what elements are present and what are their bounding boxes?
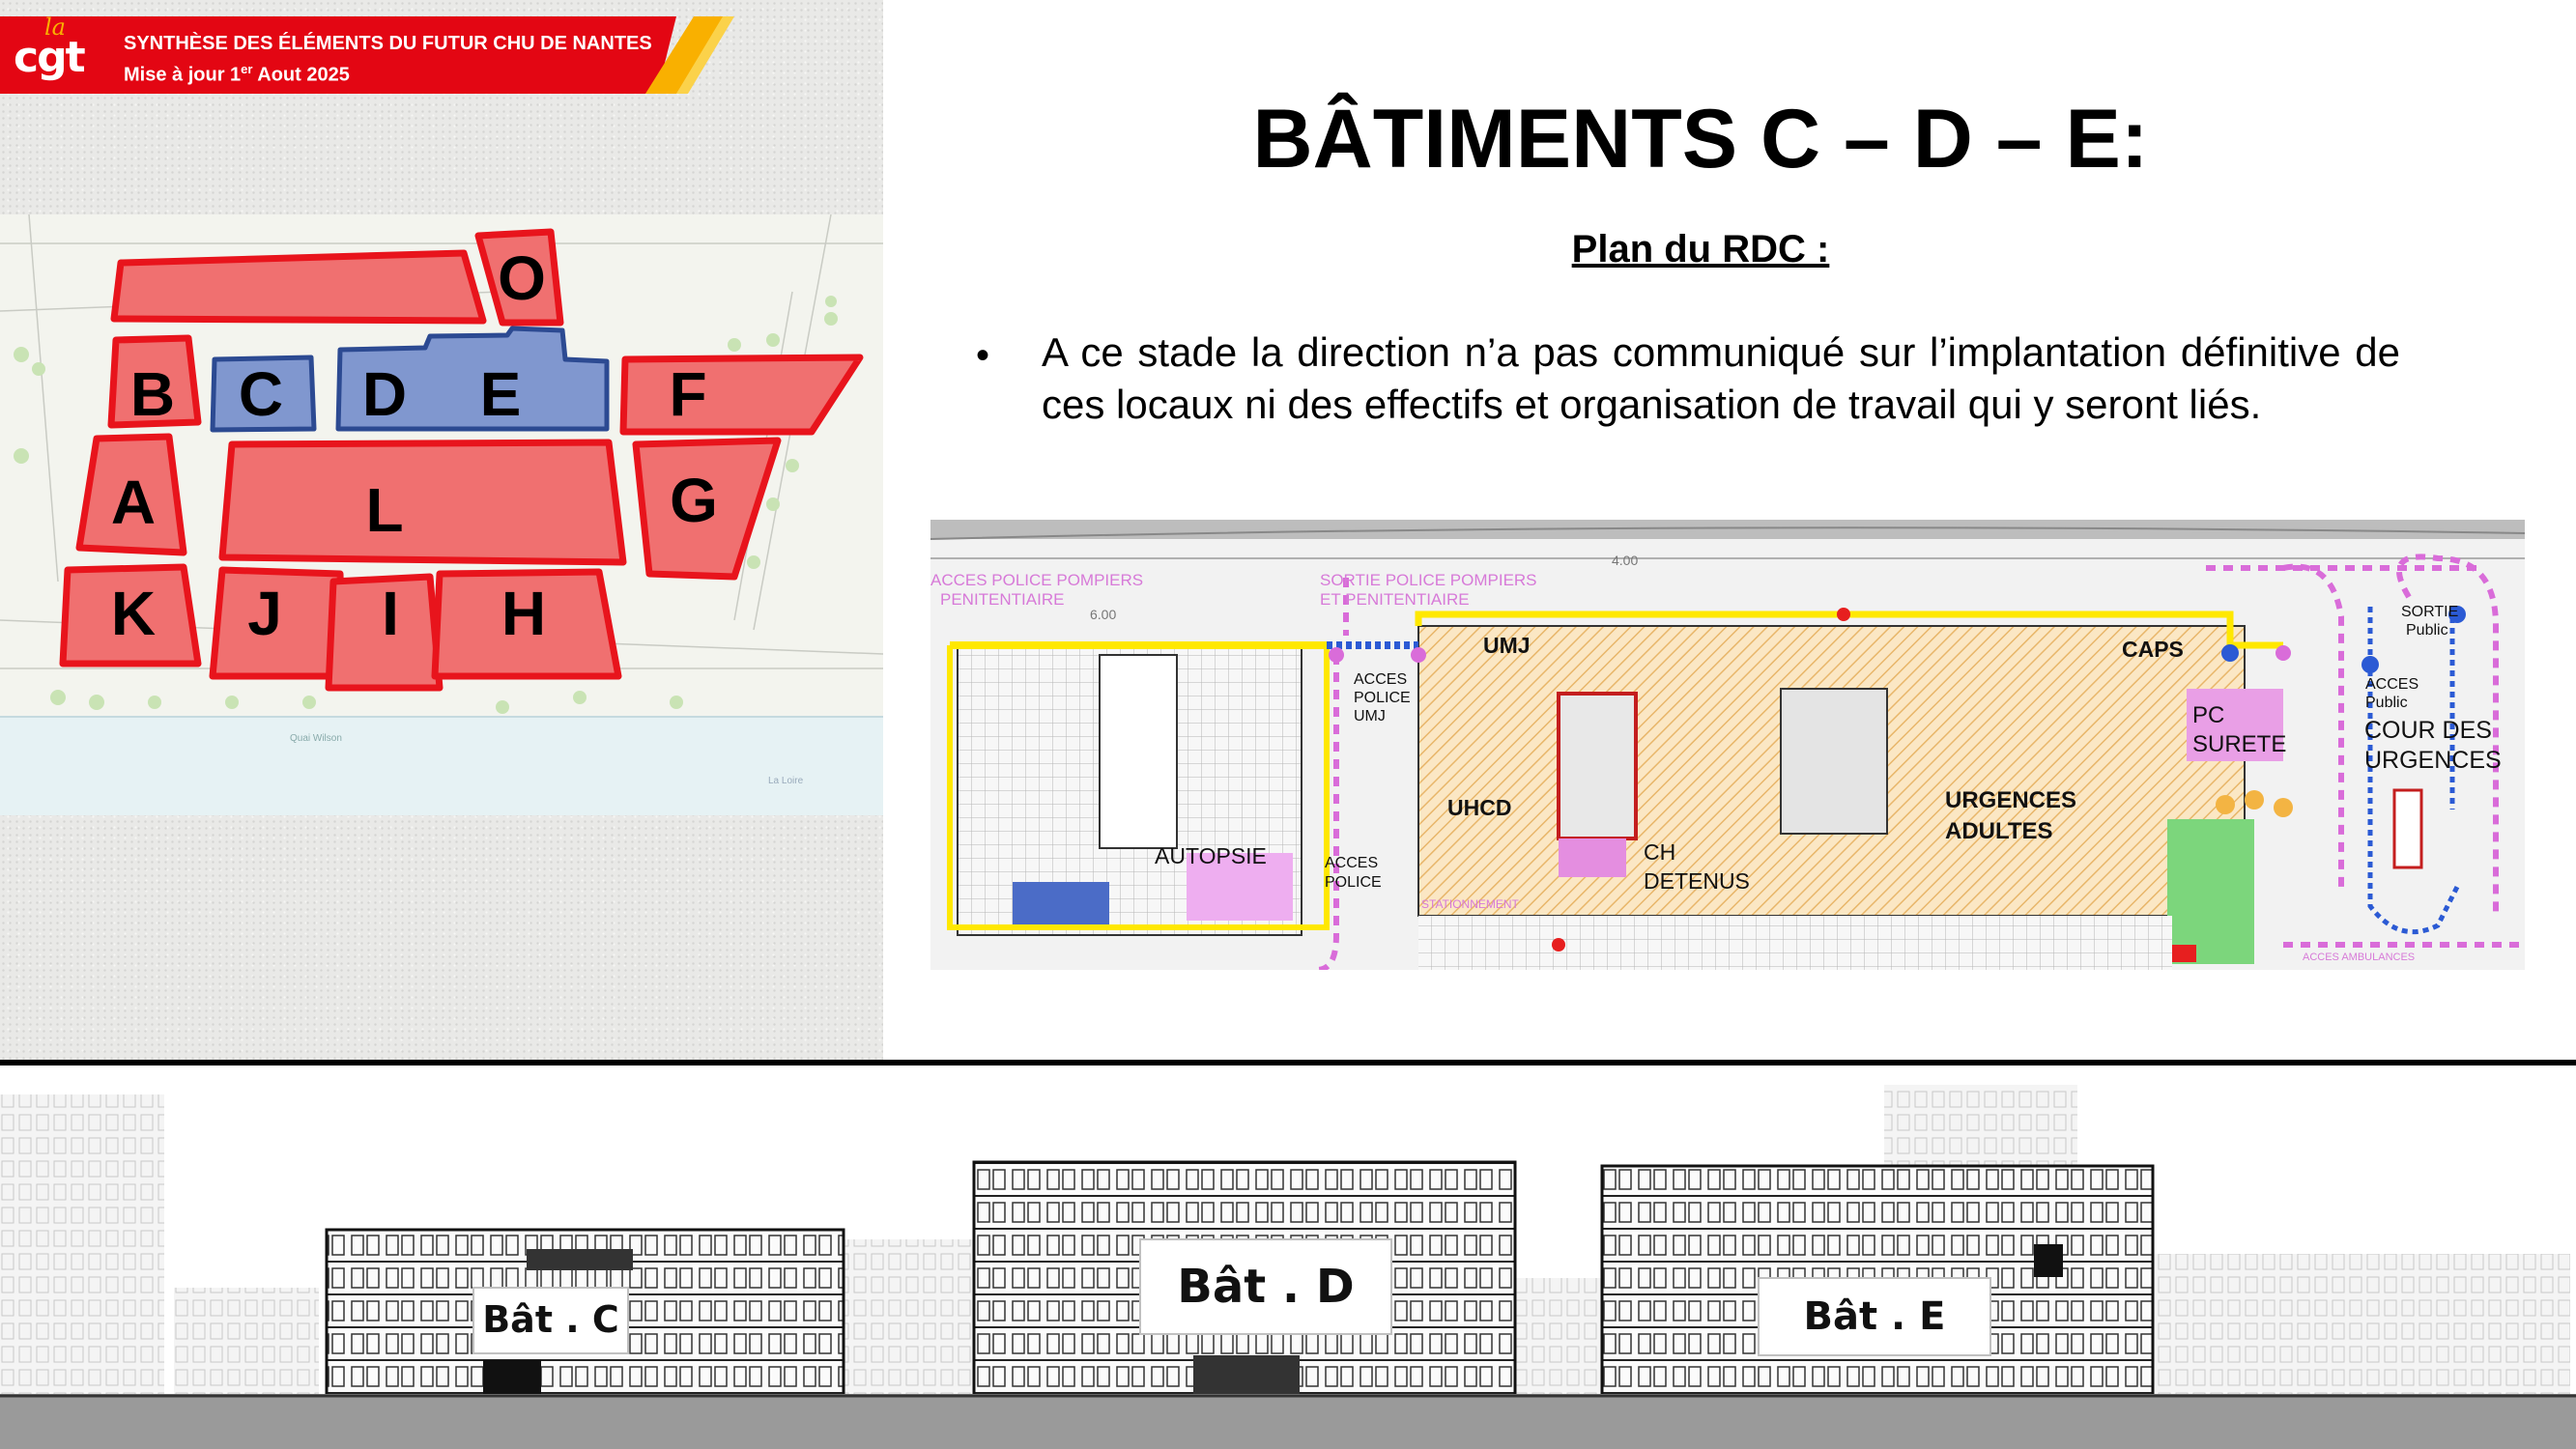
lower-rooms	[1418, 916, 2172, 970]
label-urgences-cour: URGENCES	[2364, 747, 2502, 774]
bullet-point: •	[976, 334, 990, 377]
label-penitentiaire: PENITENTIAIRE	[940, 590, 1065, 609]
label-acces-police-1: ACCES	[1325, 855, 1379, 871]
bat-d-label: Bât . D	[1177, 1260, 1355, 1314]
label-acces-police-umj-2: POLICE	[1354, 690, 1411, 706]
label-acces-police-umj-1: ACCES	[1354, 671, 1408, 688]
cgt-logo	[14, 15, 100, 91]
floor-plan	[930, 520, 2525, 970]
label-G: G	[670, 466, 718, 535]
bat-c-label: Bât . C	[482, 1298, 619, 1341]
label-acces-public: Public	[2365, 695, 2408, 711]
label-C: C	[238, 359, 284, 429]
header-line-2-prefix: Mise à jour 1	[124, 64, 242, 86]
label-umj: UMJ	[1483, 633, 1531, 658]
ch-detenus-block	[1559, 694, 1636, 838]
label-sortie-public: Public	[2406, 622, 2448, 639]
dim-label-2: 6.00	[1090, 607, 1117, 622]
dim-label-1: 4.00	[1612, 553, 1639, 568]
label-surete: SURETE	[2192, 731, 2287, 757]
label-stationnement: STATIONNEMENT	[1421, 897, 1519, 911]
label-detenus: DETENUS	[1644, 868, 1750, 894]
building-L	[222, 442, 623, 562]
header-line-2-suffix: Aout 2025	[252, 64, 350, 86]
label-H: H	[501, 579, 547, 648]
river	[0, 717, 883, 815]
label-autopsie: AUTOPSIE	[1155, 843, 1267, 868]
label-urgences: URGENCES	[1945, 787, 2077, 813]
label-F: F	[669, 359, 707, 429]
header-line-2	[124, 62, 350, 87]
page-title: BÂTIMENTS C – D – E:	[1252, 93, 2149, 185]
label-police-pompiers: ACCES POLICE POMPIERS	[930, 571, 1144, 589]
street-label: Quai Wilson	[290, 733, 342, 744]
building-elevation	[0, 1065, 2576, 1449]
label-D: D	[361, 359, 408, 429]
label-acces-ambulances: ACCES AMBULANCES	[2303, 952, 2416, 963]
patio	[1781, 689, 1887, 834]
building-top-left	[114, 253, 483, 321]
label-I: I	[382, 579, 399, 648]
green-zone	[2167, 819, 2254, 964]
label-O: O	[498, 243, 546, 313]
site-map	[0, 214, 883, 815]
label-adultes: ADULTES	[1945, 818, 2053, 844]
label-acces-police-umj-3: UMJ	[1354, 708, 1386, 724]
header-line-2-sup: er	[241, 62, 253, 76]
label-caps: CAPS	[2122, 637, 2184, 662]
logo-small-text: la	[44, 14, 66, 41]
label-A: A	[110, 468, 157, 537]
bullet-text: A ce stade la direction n’a pas communiqué sur l’implantation définitive de ces locaux ni des effectifs et organisation de travail qui y seront liés.	[1042, 329, 2400, 427]
label-B: B	[129, 359, 176, 429]
label-ch: CH	[1644, 839, 1676, 865]
bg-building-left	[0, 1094, 164, 1394]
label-J: J	[247, 579, 282, 648]
label-uhcd: UHCD	[1447, 795, 1512, 820]
label-et-penitentiaire: ET PENITENTIAIRE	[1320, 590, 1470, 609]
bat-e-label: Bât . E	[1803, 1294, 1946, 1339]
section-subtitle: Plan du RDC :	[1571, 228, 1830, 270]
label-pc: PC	[2192, 702, 2225, 728]
label-L: L	[365, 475, 404, 545]
ground	[0, 1394, 2576, 1449]
label-acces: ACCES	[2365, 676, 2419, 693]
label-cour: COUR DES	[2364, 717, 2492, 744]
label-K: K	[110, 579, 157, 648]
ch-detenus-pink	[1559, 838, 1626, 877]
header-line-1: SYNTHÈSE DES ÉLÉMENTS DU FUTUR CHU DE NANTES	[124, 33, 652, 54]
logo-main-text: cgt	[14, 33, 84, 82]
label-sortie: SORTIE	[2401, 604, 2459, 620]
label-E: E	[479, 359, 522, 429]
label-acces-police-2: POLICE	[1325, 874, 1382, 891]
river-label: La Loire	[768, 776, 804, 786]
label-sortie-police: SORTIE POLICE POMPIERS	[1320, 571, 1537, 589]
blue-zone	[1013, 882, 1109, 930]
header-banner	[0, 16, 734, 94]
